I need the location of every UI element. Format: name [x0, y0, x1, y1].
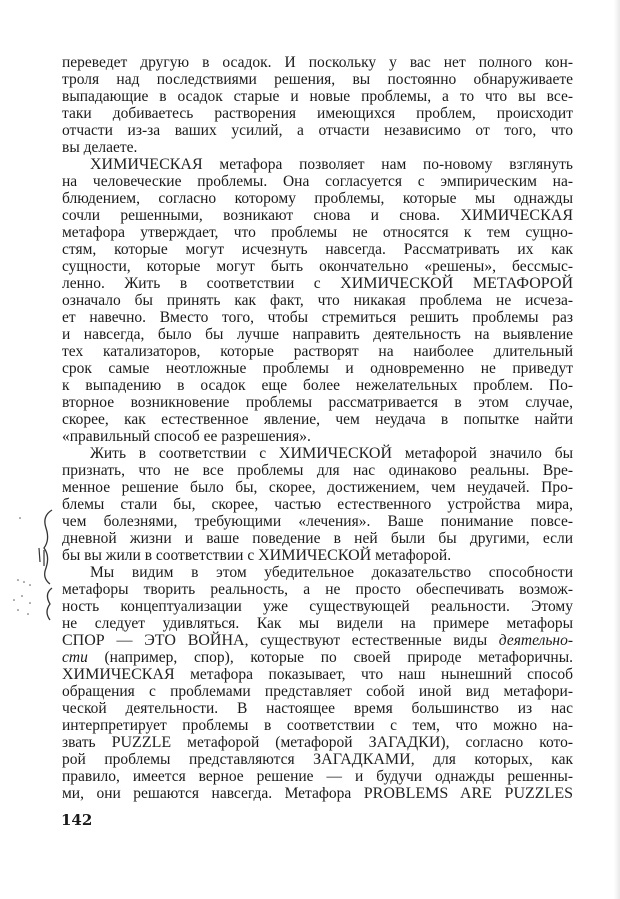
- text-segment: звать: [62, 734, 112, 751]
- text-line: [62, 700, 573, 717]
- text-segment: метафора утверждает, что проблемы не относятся к тем сущно-: [62, 224, 573, 241]
- text-segment: признать, что не все проблемы для нас одинаково реальны. Вре-: [62, 462, 573, 479]
- text-segment: интерпретирует проблемы в соответствии с тем, что можно на-: [62, 717, 573, 734]
- text-segment: блемы стали бы, скорее, частью естественного устройства мира,: [62, 496, 573, 513]
- text-segment: вы делаете.: [62, 139, 138, 156]
- text-line: [62, 258, 573, 275]
- text-line: [62, 139, 573, 156]
- text-segment: не следует удивляться. Как мы видели на примере метафоры: [62, 615, 573, 632]
- text-line: [62, 54, 573, 71]
- page-edge-shadow: [614, 0, 620, 899]
- text-segment: метафора позволяет нам по-новому взглянуть: [202, 156, 573, 173]
- text-line: [62, 122, 573, 139]
- text-line: [62, 717, 573, 734]
- text-segment: выпадающие в осадок старые и новые проблемы, а то что вы все-: [62, 88, 573, 105]
- text-line: [62, 632, 573, 649]
- metaphor-term: PROBLEMS ARE PUZZLES: [363, 785, 573, 802]
- metaphor-term: ХИМИЧЕСКОЙ: [278, 445, 393, 462]
- text-line: [62, 309, 573, 326]
- text-line: [62, 615, 573, 632]
- text-segment: правило, имеется верное решение — и будучи однажды решенны-: [62, 768, 573, 785]
- text-segment: ность концептуализации уже существующей реальности. Этому: [62, 598, 573, 615]
- text-line: [62, 428, 573, 445]
- text-segment: ми, они решаются навсегда. Метафора: [62, 785, 364, 802]
- text-line: [62, 734, 573, 751]
- text-line: [62, 275, 573, 292]
- metaphor-term: ХИМИЧЕСКОЙ МЕТАФОРОЙ: [340, 275, 573, 292]
- text-line: [62, 462, 573, 479]
- text-line: [62, 343, 573, 360]
- metaphor-term: ЗАГАДКИ: [368, 734, 441, 751]
- text-line: [62, 156, 573, 173]
- margin-tick-mark: [39, 548, 40, 562]
- text-segment: «правильный способ ее разрешения».: [62, 428, 311, 445]
- text-line: [62, 224, 573, 241]
- text-line: [62, 479, 573, 496]
- metaphor-term: ХИМИЧЕСКОЙ: [258, 547, 372, 564]
- text-segment: отчасти из-за ваших усилий, а отчасти независимо от того, что: [62, 122, 573, 139]
- book-page-text: [62, 54, 573, 802]
- text-line: [62, 207, 573, 224]
- text-segment: метафоры творить реальность, а не просто обеспечивать возмож-: [62, 581, 573, 598]
- text-segment: обращения с проблемами представляет собой иной вид метафори-: [62, 683, 573, 700]
- text-segment: , для которых, как: [410, 751, 573, 768]
- text-line: [62, 598, 573, 615]
- margin-dots: [13, 517, 31, 615]
- text-segment: ), согласно кото-: [440, 734, 574, 751]
- text-segment: тех катализаторов, которые растворят на наиболее длительный: [62, 343, 573, 360]
- text-segment: чем болезнями, требующими «лечения». Ваше понимание повсе-: [62, 513, 573, 530]
- text-line: [62, 530, 573, 547]
- text-line: [62, 581, 573, 598]
- text-line: [62, 360, 573, 377]
- text-line: [62, 105, 573, 122]
- metaphor-term: PUZZLE: [111, 734, 172, 751]
- text-segment: дневной жизни и ваше поведение в ней были бы другими, если: [62, 530, 573, 547]
- text-segment: Мы видим в этом убедительное доказательство способности: [90, 564, 573, 581]
- text-line: [62, 190, 573, 207]
- text-segment: Жить в соответствии с: [90, 445, 279, 462]
- text-segment: переведет другую в осадок. И поскольку у вас нет полного кон-: [62, 54, 573, 71]
- text-segment: метафорой значило бы: [392, 445, 573, 462]
- text-line: [62, 649, 573, 666]
- text-segment: метафора показывает, что наш нынешний способ: [174, 666, 573, 683]
- text-segment: ет навечно. Вместо того, чтобы стремиться решить проблемы раз: [62, 309, 573, 326]
- text-segment: ленно. Жить в соответствии с: [62, 275, 341, 292]
- text-segment: (например, спор), которые по своей природе метафоричны.: [87, 649, 573, 666]
- text-line: [62, 394, 573, 411]
- italic-text: сти: [62, 649, 88, 666]
- text-line: [62, 785, 573, 802]
- text-segment: сочли решенными, возникают снова и снова.: [62, 207, 461, 224]
- text-segment: , существуют естественные виды: [244, 632, 499, 649]
- metaphor-term: СПОР — ЭТО ВОЙНА: [62, 632, 245, 649]
- text-line: [62, 173, 573, 190]
- text-segment: блюдением, согласно которому проблемы, которые мы однажды: [62, 190, 573, 207]
- text-segment: к выпадению в осадок еще более нежелательных проблем. По-: [62, 377, 573, 394]
- text-line: [62, 564, 573, 581]
- text-line: [62, 496, 573, 513]
- text-segment: ческой деятельности. В настоящее время большинство из нас: [62, 700, 573, 717]
- italic-text: деятельно-: [498, 632, 574, 649]
- text-line: [62, 241, 573, 258]
- text-segment: стям, которые могут исчезнуть навсегда. Рассматривать их как: [62, 241, 573, 258]
- text-segment: метафорой.: [371, 547, 452, 564]
- text-line: [62, 683, 573, 700]
- text-line: [62, 445, 573, 462]
- text-segment: вторное возникновение проблемы рассматривается в этом случае,: [62, 394, 573, 411]
- text-segment: и навсегда, было бы лучше направить деятельность на выявление: [62, 326, 573, 343]
- metaphor-term: ХИМИЧЕСКАЯ: [460, 207, 573, 224]
- text-line: [62, 88, 573, 105]
- metaphor-term: ЗАГАДКАМИ: [313, 751, 411, 768]
- text-line: [62, 71, 573, 88]
- text-segment: таки добиваетесь растворения имеющихся проблем, происходит: [62, 105, 573, 122]
- text-segment: скорее, как естественное явление, чем неудача в попытке найти: [62, 411, 573, 428]
- text-line: [62, 377, 573, 394]
- text-segment: метафорой (метафорой: [171, 734, 369, 751]
- text-line: [62, 326, 573, 343]
- text-line: [62, 666, 573, 683]
- text-line: [62, 411, 573, 428]
- text-segment: рой проблемы представляются: [62, 751, 314, 768]
- metaphor-term: ХИМИЧЕСКАЯ: [62, 666, 175, 683]
- text-line: [62, 547, 573, 564]
- metaphor-term: ХИМИЧЕСКАЯ: [90, 156, 203, 173]
- text-line: [62, 751, 573, 768]
- margin-brace-mark: [44, 510, 52, 584]
- text-segment: менное решение было бы, скорее, достижением, чем неудачей. Про-: [62, 479, 573, 496]
- text-segment: троля над последствиями решения, вы постоянно обнаруживаете: [62, 71, 573, 88]
- text-line: [62, 768, 573, 785]
- text-segment: означало бы принять как факт, что никакая проблема не исчеза-: [62, 292, 573, 309]
- text-segment: срок самые неотложные проблемы и одновременно не приведут: [62, 360, 573, 377]
- text-segment: бы вы жили в соответствии с: [62, 547, 259, 564]
- text-segment: на человеческие проблемы. Она согласуется с эмпирическим на-: [62, 173, 573, 190]
- page-number: 142: [61, 811, 93, 829]
- text-line: [62, 513, 573, 530]
- text-line: [62, 292, 573, 309]
- margin-brace-mark: [47, 588, 52, 620]
- text-segment: сущности, которые могут быть окончательно «решены», бессмыс-: [62, 258, 573, 275]
